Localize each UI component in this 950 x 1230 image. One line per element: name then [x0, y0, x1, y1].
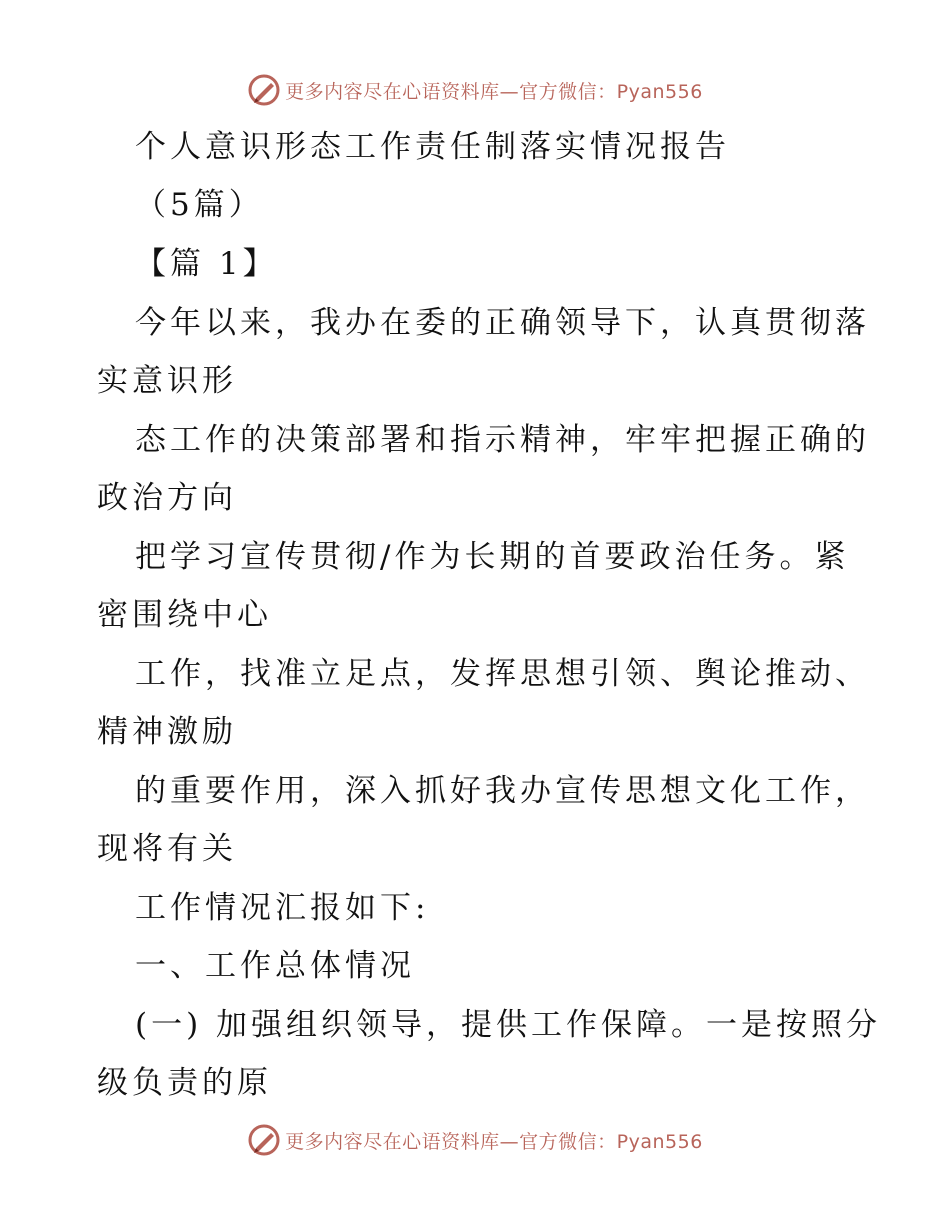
body-line: 态工作的决策部署和指示精神，牢牢把握正确的	[135, 422, 870, 458]
footer-watermark-banner	[0, 1120, 950, 1160]
body-line: 的重要作用，深入抓好我办宣传思想文化工作，	[135, 773, 870, 809]
body-line: 今年以来，我办在委的正确领导下，认真贯彻落	[135, 305, 870, 341]
document-title: 个人意识形态工作责任制落实情况报告	[135, 129, 730, 165]
body-line: (一) 加强组织领导，提供工作保障。一是按照分	[135, 1007, 882, 1043]
footer-watermark-text: 更多内容尽在心语资料库—官方微信：Pyan556	[285, 1130, 703, 1153]
body-line: 把学习宣传贯彻/作为长期的首要政治任务。紧	[135, 539, 850, 575]
body-line: 工作，找准立足点，发挥思想引领、舆论推动、	[135, 656, 870, 692]
pen-logo-icon	[247, 73, 281, 107]
section-heading: 【篇 1】	[135, 246, 278, 282]
body-line: 政治方向	[97, 480, 237, 516]
body-line: 现将有关	[97, 831, 237, 867]
document-subtitle: （5篇）	[135, 187, 264, 223]
header-watermark-text: 更多内容尽在心语资料库—官方微信：Pyan556	[285, 80, 703, 103]
body-line: 精神激励	[97, 714, 237, 750]
body-line: 级负责的原	[97, 1065, 272, 1101]
pen-logo-icon	[247, 1123, 281, 1157]
body-line: 密围绕中心	[97, 597, 272, 633]
body-line: 实意识形	[97, 363, 237, 399]
section-subheading: 一、工作总体情况	[135, 948, 415, 984]
body-line: 工作情况汇报如下:	[135, 890, 430, 926]
header-watermark-banner	[0, 70, 950, 110]
